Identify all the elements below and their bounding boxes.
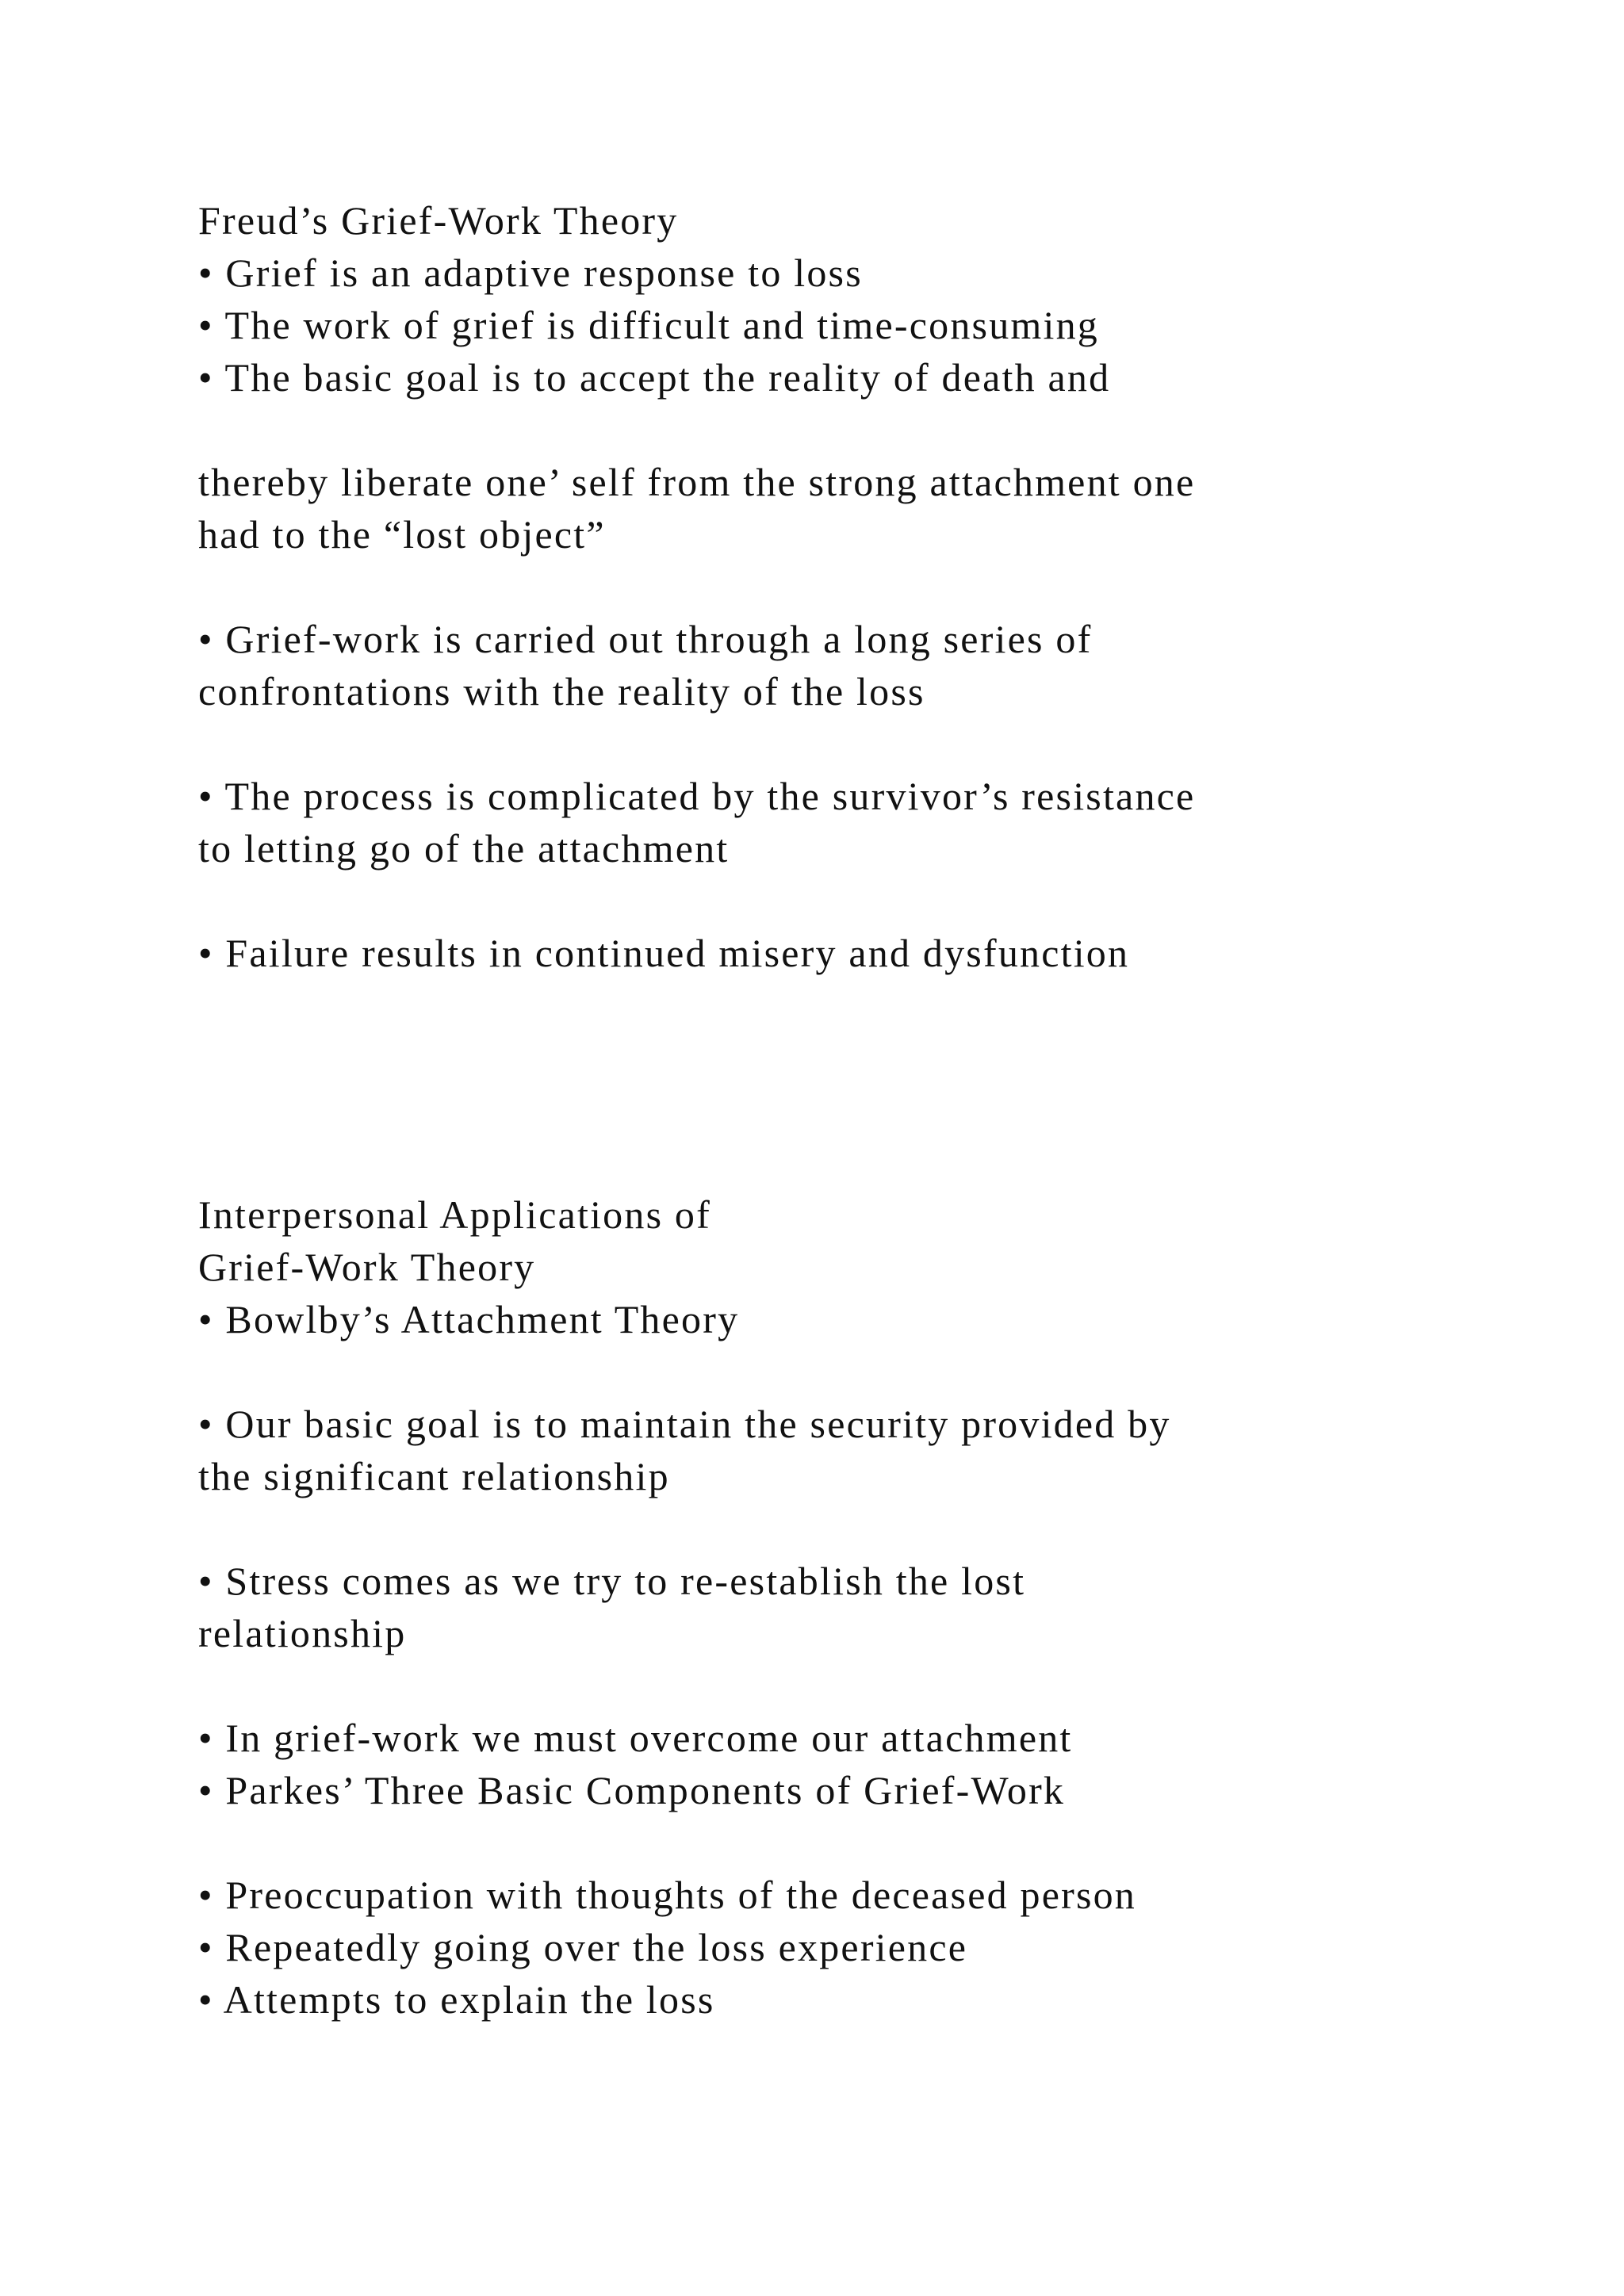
bullet-parkes-components: • Parkes’ Three Basic Components of Grief-Work — [198, 1768, 1066, 1812]
paragraph-gap — [198, 1816, 1546, 1869]
bullet-bowlby: • Bowlby’s Attachment Theory — [198, 1297, 740, 1341]
bullet-grief-work-carried-out-cont: confrontations with the reality of the loss — [198, 669, 925, 714]
paragraph-gap — [198, 718, 1546, 770]
paragraph-gap — [198, 561, 1546, 613]
bullet-work-of-grief: • The work of grief is difficult and time-consuming — [198, 303, 1099, 347]
bullet-preoccupation: • Preoccupation with thoughts of the deceased person — [198, 1873, 1137, 1917]
section-title-interpersonal-cont: Grief-Work Theory — [198, 1245, 536, 1289]
bullet-repeatedly-going-over: • Repeatedly going over the loss experience — [198, 1925, 968, 1969]
paragraph-gap — [198, 1345, 1546, 1398]
bullet-overcome-attachment: • In grief-work we must overcome our attachment — [198, 1716, 1073, 1760]
bullet-basic-goal-cont: thereby liberate one’ self from the strong attachment one — [198, 460, 1196, 504]
bullet-process-complicated: • The process is complicated by the survivor’s resistance — [198, 774, 1196, 818]
bullet-attempts-to-explain: • Attempts to explain the loss — [198, 1977, 715, 2022]
bullet-grief-adaptive: • Grief is an adaptive response to loss — [198, 251, 863, 295]
section-title-interpersonal: Interpersonal Applications of — [198, 1192, 711, 1237]
bullet-maintain-security-cont: the significant relationship — [198, 1454, 670, 1498]
bullet-maintain-security: • Our basic goal is to maintain the security provided by — [198, 1402, 1171, 1446]
bullet-stress-comes-cont: relationship — [198, 1611, 407, 1655]
bullet-basic-goal: • The basic goal is to accept the reality of death and — [198, 355, 1111, 400]
bullet-grief-work-carried-out: • Grief-work is carried out through a long series of — [198, 617, 1093, 661]
section-title-freud: Freud’s Grief-Work Theory — [198, 198, 679, 243]
bullet-stress-comes: • Stress comes as we try to re-establish the lost — [198, 1559, 1026, 1603]
bullet-basic-goal-cont: had to the “lost object” — [198, 512, 606, 557]
bullet-process-complicated-cont: to letting go of the attachment — [198, 826, 730, 871]
paragraph-gap — [198, 1659, 1546, 1712]
section-gap — [198, 979, 1546, 1188]
paragraph-gap — [198, 874, 1546, 927]
bullet-failure-results: • Failure results in continued misery and dysfunction — [198, 931, 1130, 975]
document-body — [198, 194, 1546, 2026]
paragraph-gap — [198, 1502, 1546, 1555]
paragraph-gap — [198, 404, 1546, 456]
